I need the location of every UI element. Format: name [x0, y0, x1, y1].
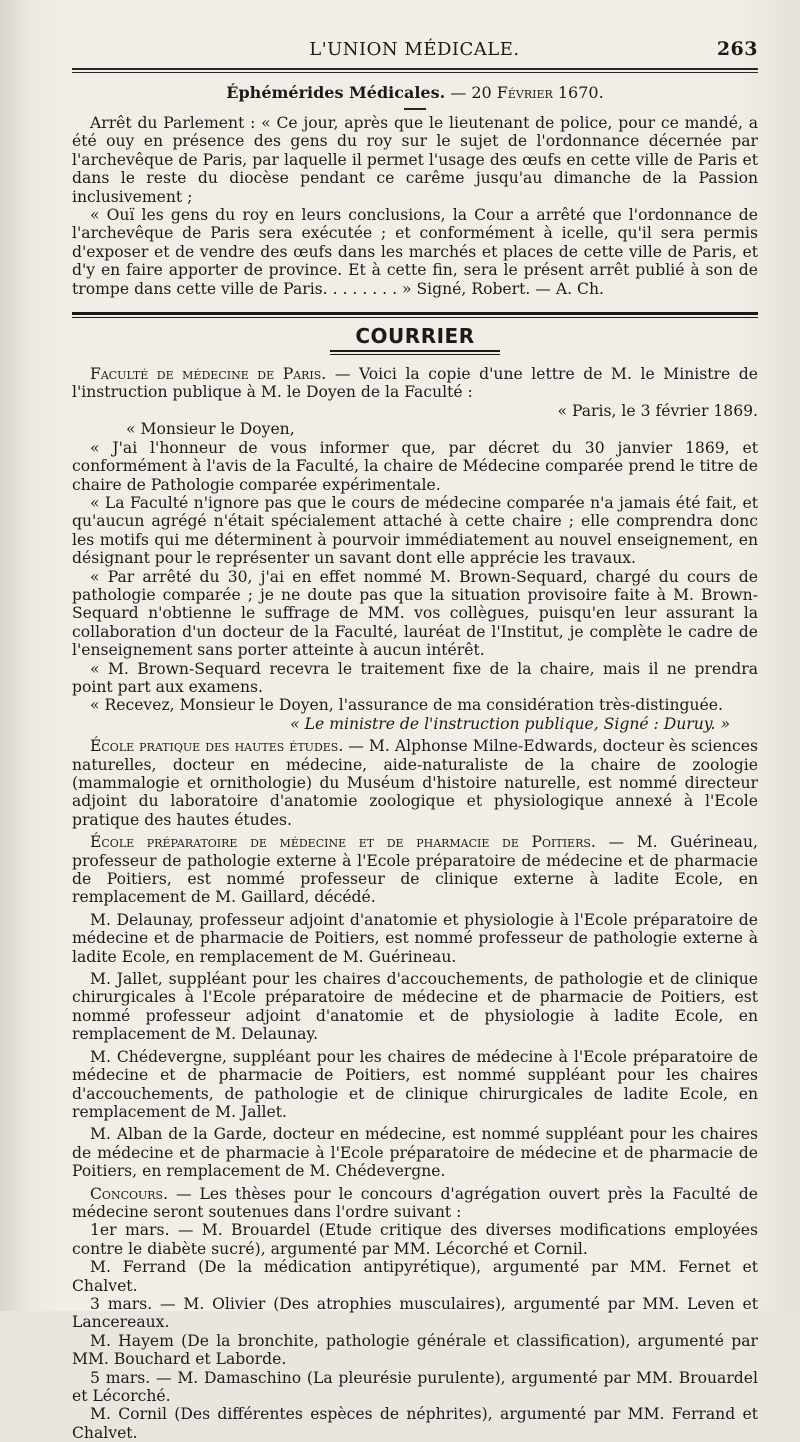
concours-item: 1er mars. — M. Brouardel (Etude critique des diverses modifications employées contre le diabète sucré), argumenté par MM. Lécorché et Cornil. [72, 1221, 758, 1258]
concours-item: M. Cornil (Des différentes espèces de néphrites), argumenté par MM. Ferrand et Chalvet. [72, 1405, 758, 1442]
ecole-text: — M. Alphonse Milne-Edwards, docteur ès sciences naturelles, docteur en médecine, aide-naturaliste de la chaire de zoologie (mammalogie et ornithologie) du Muséum d'histoire naturelle, est nommé directeur adjoint du laboratoire d'anatomie zoologique et physiologique annexé à l'Ecole pratique des hautes études. [72, 737, 758, 829]
poitiers-paragraph: M. Alban de la Garde, docteur en médecine, est nommé suppléant pour les chaires de médecine et de pharmacie à l'Ecole préparatoire de médecine et de pharmacie de Poitiers, en remplacement de M. Chédevergne. [72, 1125, 758, 1181]
letter-signature: « Le ministre de l'instruction publique, Signé : Duruy. » [290, 714, 730, 733]
concours-item: M. Ferrand (De la médication antipyrétique), argumenté par MM. Fernet et Chalvet. [72, 1258, 758, 1295]
page-number: 263 [716, 38, 758, 60]
section-heading: COURRIER [355, 324, 475, 349]
ecole-paragraph [72, 737, 758, 829]
poitiers-paragraph [72, 833, 758, 907]
poitiers-paragraph: M. Jallet, suppléant pour les chaires d'accouchements, de pathologie et de clinique chirurgicales à l'Ecole préparatoire de médecine et de pharmacie de Poitiers, est nommé professeur adjoint d'anatomie et de physiologie à ladite Ecole, en remplacement de M. Delaunay. [72, 970, 758, 1044]
ephemerides-heading [72, 83, 758, 102]
letter-paragraph: « La Faculté n'ignore pas que le cours de médecine comparée n'a jamais été fait, et qu'aucun agrégé n'était spécialement attaché à cette chaire ; elle comprendra donc les motifs qui me déterminent à pourvoir immédiatement au nouvel enseignement, en désignant pour le représenter un savant dont elle apprécie les travaux. [72, 493, 758, 568]
concours-item: M. Hayem (De la bronchite, pathologie générale et classification), argumenté par MM. Bouchard et Laborde. [72, 1331, 758, 1369]
concours-intro: — Les thèses pour le concours d'agrégation ouvert près la Faculté de médecine seront soutenues dans l'ordre suivant : [72, 1184, 758, 1221]
ecole-label: École pratique des hautes études. [90, 737, 344, 756]
concours-item: 3 mars. — M. Olivier (Des atrophies musculaires), argumenté par MM. Leven et Lancereaux. [72, 1294, 758, 1332]
letter-date: « Paris, le 3 février 1869. [557, 401, 758, 420]
concours-item: 5 mars. — M. Damaschino (La pleurésie purulente), argumenté par MM. Brouardel et Lécorché. [72, 1368, 758, 1405]
letter-paragraph: « M. Brown-Sequard recevra le traitement fixe de la chaire, mais il ne prendra point part aux examens. [72, 659, 758, 696]
concours-paragraph [72, 1185, 758, 1222]
ephemerides-title: Éphémérides Médicales. [226, 83, 446, 102]
faculte-paragraph [72, 365, 758, 402]
ephemerides-paragraph: « Ouï les gens du roy en leurs conclusions, la Cour a arrêté que l'ordonnance de l'archevêque de Paris sera exécutée ; et conformément à icelle, qu'il sera permis d'exposer et de vendre des œufs dans les marchés et places de cette ville de Paris, et d'y en faire apporter de province. Et à cette fin, sera le présent arrêt publié à son de trompe dans cette ville de Paris. . . . . . . . » Signé, Robert. — A. Ch. [72, 206, 758, 298]
faculte-label: Faculté de médecine de Paris. [90, 365, 327, 384]
poitiers-text: — M. Guérineau, professeur de pathologie externe à l'Ecole préparatoire de médecine et de pharmacie de Poitiers, est nommé professeur de clinique externe à ladite Ecole, en remplacement de M. Gaillard, décédé. [72, 833, 758, 907]
letter-salutation: « Monsieur le Doyen, [126, 420, 295, 439]
letter-paragraph: « Par arrêté du 30, j'ai en effet nommé M. Brown-Sequard, chargé du cours de pathologie comparée ; je ne doute pas que la situation provisoire faite à M. Brown-Sequard n'obtienne le suffrage de MM. vos collègues, puisqu'en leur assurant la collaboration d'un docteur de la Faculté, lauréat de l'Institut, je complète le cadre de l'enseignement sans porter atteinte à aucun intérêt. [72, 567, 758, 660]
letter-paragraph: « Recevez, Monsieur le Doyen, l'assurance de ma considération très-distinguée. [90, 696, 723, 715]
letter-paragraph: « J'ai l'honneur de vous informer que, par décret du 30 janvier 1869, et conformément à l'avis de la Faculté, la chaire de Médecine comparée prend le titre de chaire de Pathologie comparée expérimentale. [72, 438, 758, 494]
poitiers-label: École préparatoire de médecine et de pharmacie de Poitiers. [90, 833, 596, 852]
ephemerides-date: — 20 Février 1670. [450, 83, 604, 102]
running-header [72, 38, 758, 60]
short-divider [404, 108, 426, 110]
poitiers-paragraph: M. Chédevergne, suppléant pour les chaires de médecine à l'Ecole préparatoire de médecine et de pharmacie de Poitiers, est nommé suppléant pour les chaires d'accouchements, de pathologie et de clinique chirurgicales de ladite Ecole, en remplacement de M. Jallet. [72, 1047, 758, 1121]
journal-title: L'UNION MÉDICALE. [309, 39, 520, 60]
header-rule [72, 68, 758, 73]
concours-label: Concours. [90, 1184, 169, 1203]
ephemerides-paragraph: Arrêt du Parlement : « Ce jour, après que le lieutenant de police, pour ce mandé, a été ouy en présence des gens du roy sur le sujet de l'ordonnance décernée par l'archevêque de Paris, par laquelle il permet l'usage des œufs en cette ville de Paris et dans le reste du diocèse pendant ce carême jusqu'au dimanche de la Passion inclusivement ; [72, 114, 758, 206]
faculte-intro: — Voici la copie d'une lettre de M. le Ministre de l'instruction publique à M. le Doyen de la Faculté : [72, 365, 758, 402]
section-rule [72, 312, 758, 318]
poitiers-paragraph: M. Delaunay, professeur adjoint d'anatomie et physiologie à l'Ecole préparatoire de médecine et de pharmacie de Poitiers, est nommé professeur de pathologie externe à ladite Ecole, en remplacement de M. Guérineau. [72, 910, 758, 966]
heading-underline [330, 350, 500, 355]
